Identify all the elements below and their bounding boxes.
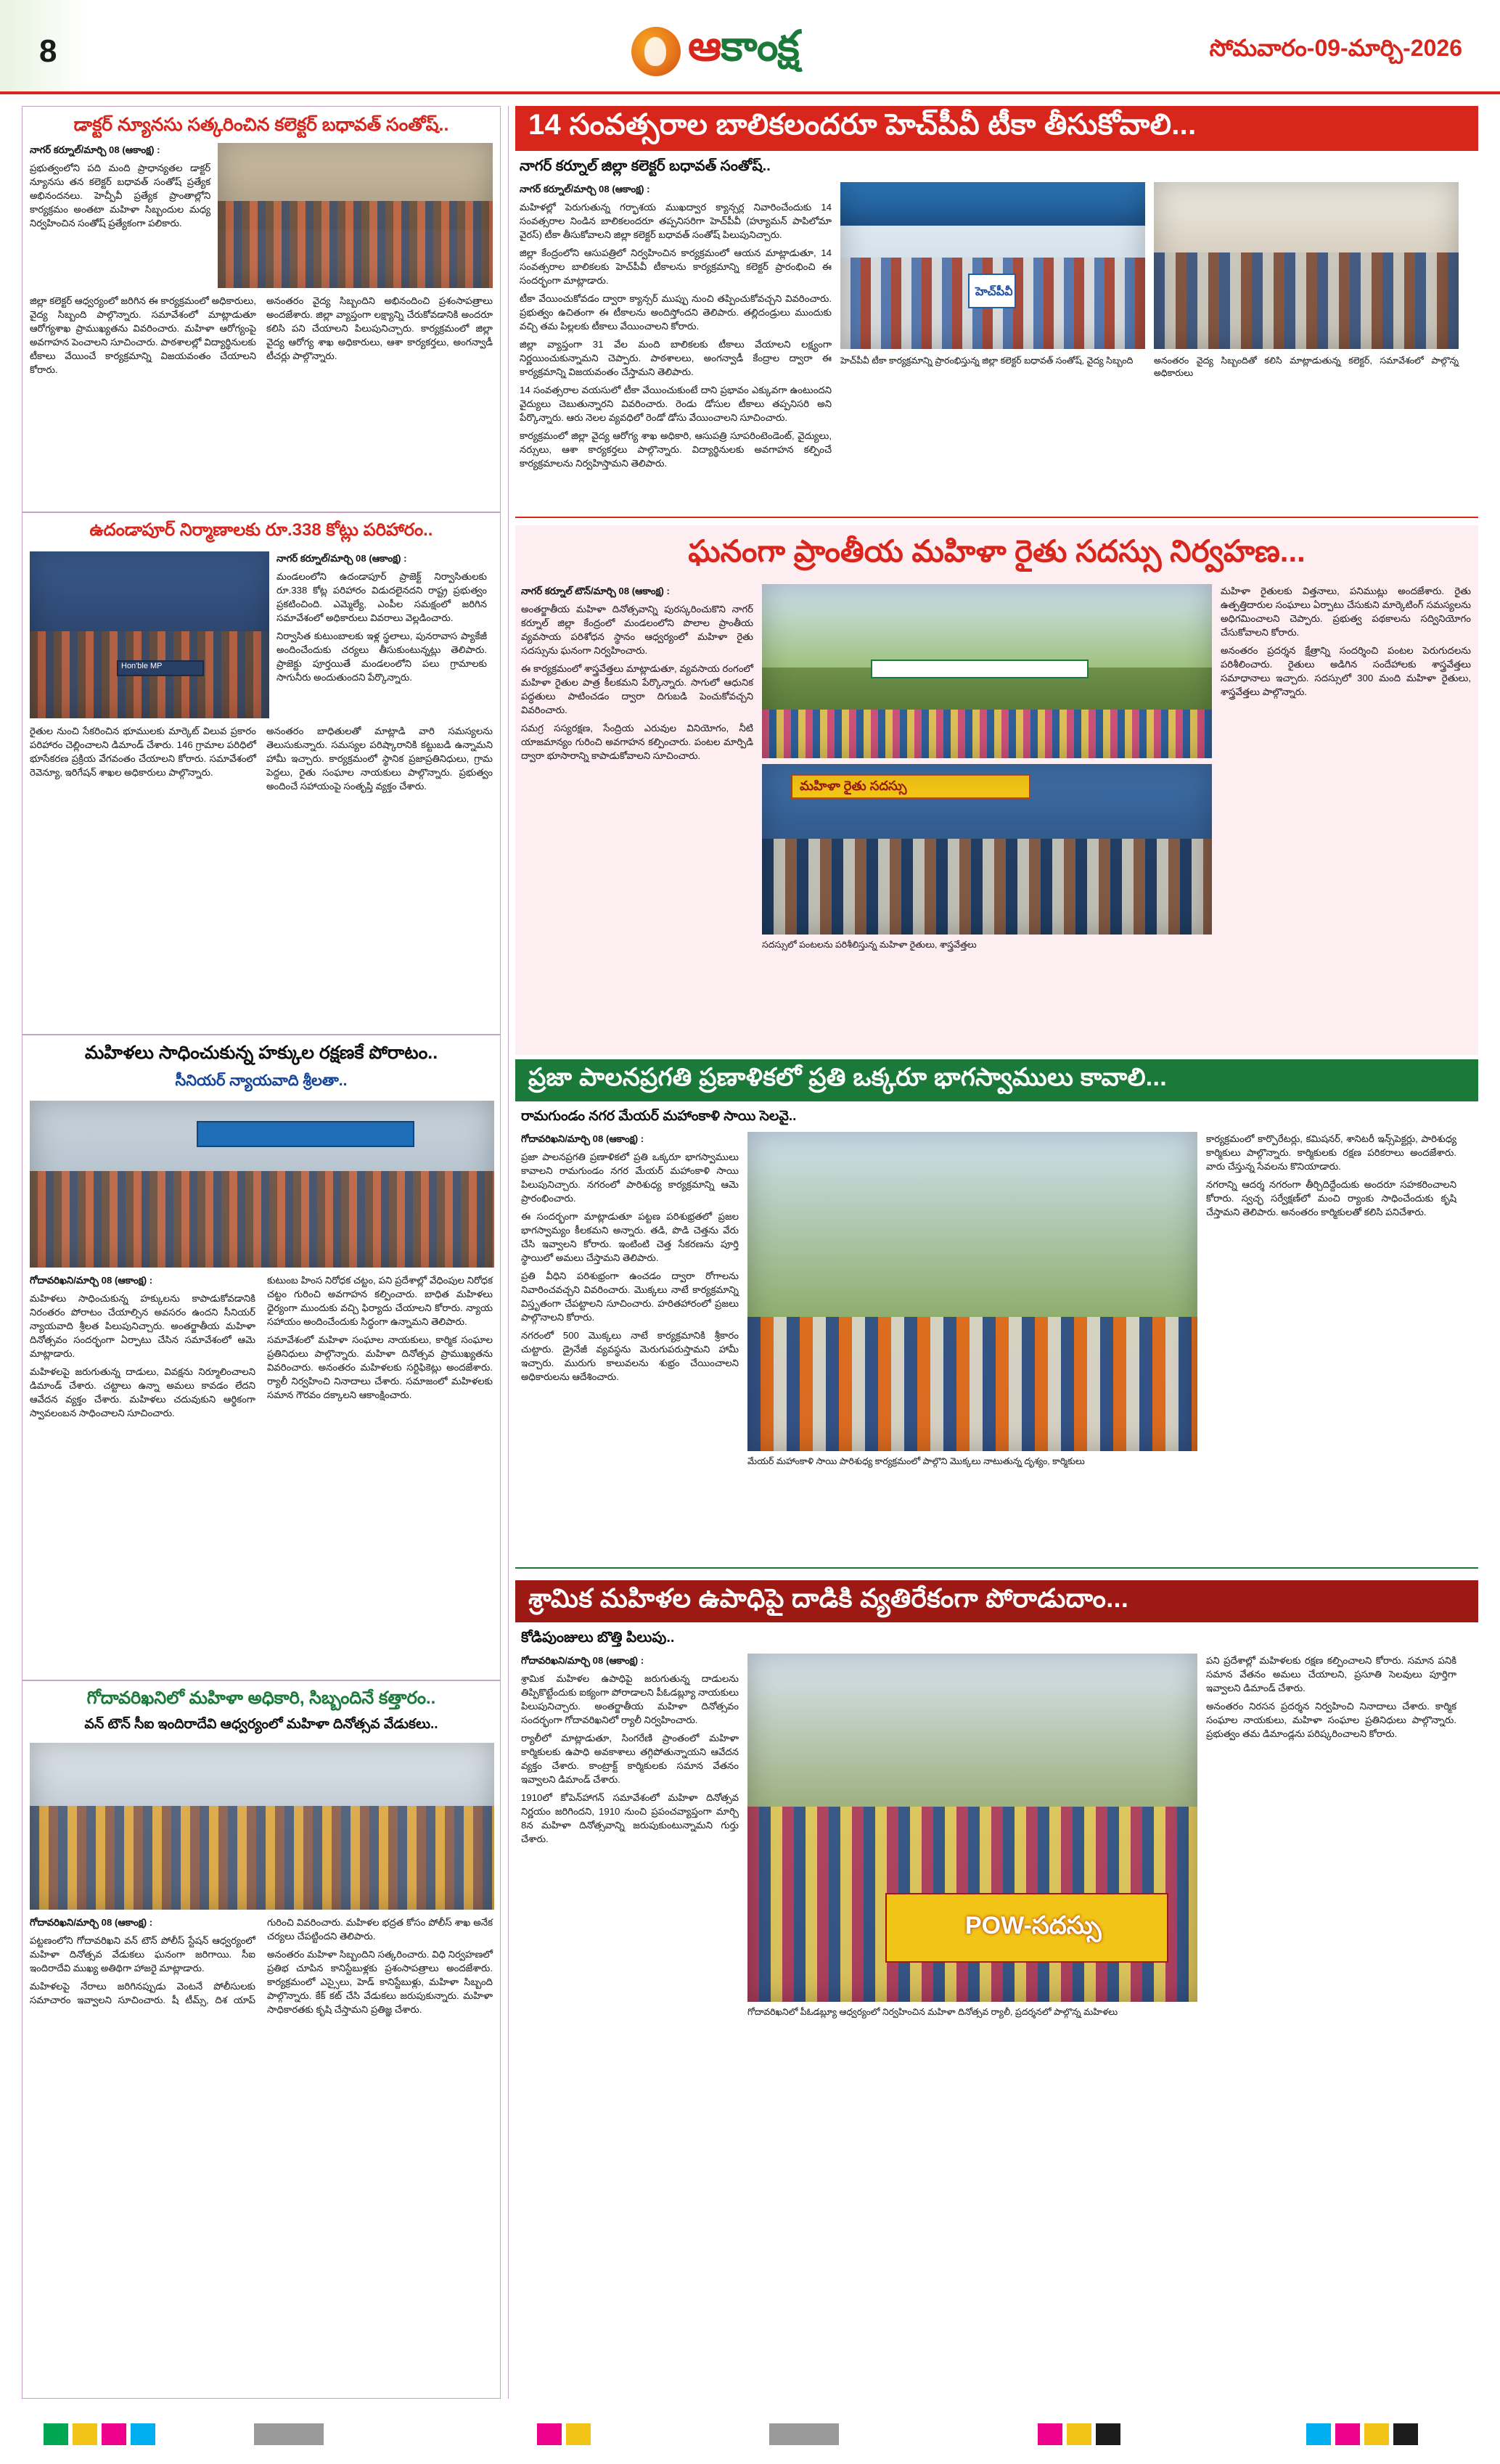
hpv-caption-left: హెచ్‌పీవీ టీకా కార్యక్రమాన్ని ప్రారంభిస్తున్న జిల్లా కలెక్టర్ బధావత్ సంతోష్, వైద్య సిబ్బంది [840,356,1134,366]
story3-para-2: మహిళలపై జరుగుతున్న దాడులు, వివక్షను నిర్మూలించాలని డిమాండ్ చేశారు. చట్టాలు ఉన్నా అమలు కావడం లేదని ఆవేదన వ్యక్తం చేశారు. మహిళలు చదువుకుని ఆర్థికంగా స్వావలంబన సాధించాలని సూచించారు. [30,1366,255,1418]
swatch-blue [131,2423,155,2445]
story3-dateline: గోదావరిఖని/మార్చి 08 (ఆకాంక్ష) : [30,1275,153,1286]
pow-banner-text: POW-సదస్సు [965,1912,1102,1939]
swatch-yellow-2 [566,2423,591,2445]
story3-para-1: మహిళలు సాధించుకున్న హక్కులను కాపాడుకోవడానికి నిరంతరం పోరాటం చేయాల్సిన అవసరం ఉందని సీనియర్ న్యాయవాది శ్రీలత పిలుపునిచ్చారు. అంతర్జాతీయ మహిళా దినోత్సవం సందర్భంగా ఏర్పాటు చేసిన సమావేశంలో ఆమె మాట్లాడారు. [30,1293,255,1359]
shramika-mahila-story [515,1580,1478,2400]
shramika-para-5: అనంతరం నిరసన ప్రదర్శన నిర్వహించి నినాదాలు చేశారు. కార్మిక సంఘాల నాయకులు, మహిళా సంఘాల ప్రతినిధులు పాల్గొన్నారు. ప్రభుత్వం తమ డిమాండ్లను పరిష్కరించాలని కోరారు. [1206,1701,1456,1739]
mahila-para-2: ఈ కార్యక్రమంలో శాస్త్రవేత్తలు మాట్లాడుతూ, వ్యవసాయ రంగంలో మహిళా రైతుల పాత్ర కీలకమని పేర్కొన్నారు. సాగులో ఆధునిక పద్ధతులు పాటించడం ద్వారా దిగుబడి పెంచుకోవచ్చని వివరించారు. [521,663,753,715]
shramika-text-col-2 [1206,1654,1456,2019]
shramika-photo [747,1654,1197,2002]
swatch-blue-2 [1306,2423,1331,2445]
swatch-cyan [44,2423,68,2445]
story1-para-3: అనంతరం వైద్య సిబ్బందిని అభినందించి ప్రశంసాపత్రాలు అందజేశారు. జిల్లా వ్యాప్తంగా లక్ష్యాన్ని చేరుకోవడానికి అందరూ కలిసి పని చేయాలని పిలుపునిచ్చారు. కార్యక్రమంలో జిల్లా వైద్య ఆరోగ్య శాఖ అధికారులు, ఆశా కార్యకర్తలు, అంగన్వాడీ టీచర్లు పాల్గొన్నారు. [266,295,493,361]
swatch-magenta-3 [1038,2423,1062,2445]
mahila-dateline: నాగర్ కర్నూల్ టౌన్/మార్చి 08 (ఆకాంక్ష) : [521,586,670,596]
story2-para-3: రైతుల నుంచి సేకరించిన భూములకు మార్కెట్ విలువ ప్రకారం పరిహారం చెల్లించాలని డిమాండ్ చేశారు. 146 గ్రామాల పరిధిలో భూసేకరణ ప్రక్రియ వేగవంతం చేయాలని కోరారు. సమావేశంలో రెవెన్యూ, ఇరిగేషన్ శాఖల అధికారులు పాల్గొన్నారు. [30,726,256,778]
story4-para-1: పట్టణంలోని గోదావరిఖని వన్ టౌన్ పోలీస్ స్టేషన్ ఆధ్వర్యంలో మహిళా దినోత్సవ వేడుకలు ఘనంగా జరిగాయి. సీఐ ఇందిరాదేవి ముఖ్య అతిథిగా హాజరై మాట్లాడారు. [30,1935,255,1974]
sadassu-banner-text: మహిళా రైతు సదస్సు [800,779,907,793]
praja-para-4: నగరంలో 500 మొక్కలు నాటే కార్యక్రమానికి శ్రీకారం చుట్టారు. డ్రైనేజీ వ్యవస్థను మెరుగుపరుస్తామని హామీ ఇచ్చారు. మురుగు కాలువలను శుభ్రం చేయించాలని అధికారులను ఆదేశించారు. [521,1330,739,1382]
swatch-magenta-2 [537,2423,562,2445]
divider-under-hpv [515,517,1478,518]
story1-text-body [30,294,493,377]
praja-para-2: ఈ సందర్భంగా మాట్లాడుతూ పట్టణ పరిశుభ్రతలో ప్రజల భాగస్వామ్యం కీలకమని అన్నారు. తడి, పొడి చెత్తను వేరు చేసి ఇవ్వాలని కోరారు. ఇంటింటి చెత్త సేకరణను పూర్తి స్థాయిలో అమలు చేస్తామని తెలిపారు. [521,1211,739,1263]
swatch-yellow-4 [1364,2423,1389,2445]
praja-para-1: ప్రజా పాలనప్రగతి ప్రణాళికలో ప్రతి ఒక్కరూ భాగస్వాములు కావాలని రామగుండం నగర మేయర్ మహాంకాళి సాయి పిలుపునిచ్చారు. నగరంలో పారిశుధ్య కార్యక్రమాన్ని ఆమె ప్రారంభించారు. [521,1151,739,1204]
story2-photo [30,551,269,718]
shramika-text-col-1 [521,1654,739,2019]
hpv-story [515,106,1478,512]
hpv-para-4: జిల్లా వ్యాప్తంగా 31 వేల మంది బాలికలకు టీకాలు వేయాలని లక్ష్యంగా నిర్ణయించుకున్నామని చెప్పారు. పాఠశాలలు, అంగన్వాడీ కేంద్రాల ద్వారా ఈ కార్యక్రమాన్ని విజయవంతం చేస్తామని తెలిపారు. [520,339,832,377]
photo-nameplate-label: Hon'ble MP [121,662,163,670]
praja-caption: మేయర్ మహాంకాళి సాయి పారిశుధ్య కార్యక్రమంలో పాల్గొని మొక్కలు నాటుతున్న దృశ్యం, కార్మికులు [747,1456,1085,1466]
hpv-photo-left [840,182,1145,349]
hpv-text-col-1 [520,182,832,475]
story1-headline: డాక్టర్ న్యూనసు సత్కరించిన కలెక్టర్ బధావత్ సంతోష్.. [73,115,449,135]
mahila-photo-bottom [762,764,1212,935]
shramika-banner-headline: శ్రామిక మహిళల ఉపాధిపై దాడికి వ్యతిరేకంగా పోరాడుదాం... [515,1580,1478,1622]
column-divider [508,106,509,2399]
story2-text-body [30,724,493,793]
grey-bar-1 [254,2423,324,2445]
edition-date: సోమవారం-09-మార్చి-2026 [1209,35,1462,61]
story1-para-2: జిల్లా కలెక్టర్ ఆధ్వర్యంలో జరిగిన ఈ కార్యక్రమంలో అధికారులు, వైద్య సిబ్బంది పాల్గొన్నారు. సమావేశంలో మాట్లాడుతూ ఆరోగ్యశాఖ ప్రాముఖ్యతను వివరించారు. మహిళా ఆరోగ్యంపై అవగాహన పెంచాలని సూచించారు. పాఠశాలల్లో విద్యార్థినులకు టీకాలు వేయించే కార్యక్రమాన్ని విజయవంతం చేయాలని కోరారు. [30,295,256,375]
masthead [0,0,1500,93]
swatch-yellow-3 [1067,2423,1091,2445]
shramika-para-4: పని ప్రదేశాల్లో మహిళలకు రక్షణ కల్పించాలని కోరారు. సమాన పనికి సమాన వేతనం అమలు చేయాలని, ప్రసూతి సెలవులు పూర్తిగా ఇవ్వాలని డిమాండ్ చేశారు. [1206,1655,1456,1693]
hpv-para-3: టీకా వేయించుకోవడం ద్వారా క్యాన్సర్ ముప్పు నుంచి తప్పించుకోవచ్చని వివరించారు. ప్రభుత్వం ఉచితంగా ఈ టీకాలను అందిస్తోందని తెలిపారు. తల్లిదండ్రులు ముందుకు వచ్చి తమ పిల్లలకు టీకాలు వేయించాలని కోరారు. [520,293,832,332]
praja-photo [747,1132,1197,1451]
story3-para-3: కుటుంబ హింస నిరోధక చట్టం, పని ప్రదేశాల్లో వేధింపుల నిరోధక చట్టం గురించి అవగాహన కల్పించారు. బాధిత మహిళలు ధైర్యంగా ముందుకు వచ్చి ఫిర్యాదు చేయాలని కోరారు. న్యాయ సహాయం అందించేందుకు సిద్ధంగా ఉన్నామని తెలిపారు. [267,1275,493,1327]
hpv-caption-right: అనంతరం వైద్య సిబ్బందితో కలిసి మాట్లాడుతున్న కలెక్టర్, సమావేశంలో పాల్గొన్న అధికారులు [1154,356,1459,379]
shramika-dateline: గోదావరిఖని/మార్చి 08 (ఆకాంక్ష) : [521,1655,644,1666]
mahila-para-5: అనంతరం ప్రదర్శన క్షేత్రాన్ని సందర్శించి పంటల పెరుగుదలను పరిశీలించారు. రైతులు అడిగిన సందేహాలకు శాస్త్రవేత్తలు సమాధానాలు ఇచ్చారు. సదస్సులో 300 మంది మహిళా రైతులు, శాస్త్రవేత్తలు పాల్గొన్నారు. [1221,645,1471,697]
story3-subhead: సీనియర్ న్యాయవాది శ్రీలతా.. [175,1072,348,1089]
story3-headline: మహిళలు సాధించుకున్న హక్కుల రక్షణకే పోరాటం.. [84,1043,438,1063]
grey-bar-2 [769,2423,839,2445]
hpv-para-5: 14 సంవత్సరాల వయసులో టీకా వేయించుకుంటే దాని ప్రభావం ఎక్కువగా ఉంటుందని వైద్యులు చెబుతున్నారని వివరించారు. రెండు డోసుల టీకాలు తప్పనిసరి అని పేర్కొన్నారు. ఆరు నెలల వ్యవధిలో రెండో డోసు వేయించాలని సూచించారు. [520,385,832,423]
swatch-magenta [102,2423,126,2445]
mahila-text-col-1 [521,584,753,951]
page-number: 8 [39,33,57,69]
mahila-para-1: అంతర్జాతీయ మహిళా దినోత్సవాన్ని పురస్కరించుకొని నాగర్ కర్నూల్ జిల్లా కేంద్రంలో మండలంలోని పొలాల ప్రాంతీయ వ్యవసాయ పరిశోధన స్థానం ఆధ్వర్యంలో మహిళా రైతు సదస్సును ఘనంగా నిర్వహించారు. [521,604,753,656]
flame-icon [631,27,681,76]
hpv-photo-right [1154,182,1459,349]
hpv-para-6: కార్యక్రమంలో జిల్లా వైద్య ఆరోగ్య శాఖ అధికారి, ఆసుపత్రి సూపరింటెండెంట్, వైద్యులు, నర్సులు, ఆశా కార్యకర్తలు పాల్గొన్నారు. విద్యార్థినులకు అవగాహన కల్పించే కార్యక్రమాలను నిర్వహిస్తామని తెలిపారు. [520,430,832,469]
shramika-para-2: ర్యాలీలో మాట్లాడుతూ, సింగరేణి ప్రాంతంలో మహిళా కార్మికులకు ఉపాధి అవకాశాలు తగ్గిపోతున్నాయని ఆవేదన వ్యక్తం చేశారు. కాంట్రాక్ట్ కార్మికులకు సమాన వేతనం ఇవ్వాలని డిమాండ్ చేశారు. [521,1733,739,1785]
mahila-text-col-2 [1221,584,1471,951]
swatch-black-2 [1393,2423,1418,2445]
story4-para-2: మహిళలపై నేరాలు జరిగినప్పుడు వెంటనే పోలీసులకు సమాచారం ఇవ్వాలని సూచించారు. షీ టీమ్స్, దిశ యాప్ గురించి వివరించారు. మహిళల భద్రత కోసం పోలీస్ శాఖ అనేక చర్యలు చేపట్టిందని తెలిపారు. [30,1917,493,2005]
story3-photo [30,1101,494,1268]
praja-para-6: నగరాన్ని ఆదర్శ నగరంగా తీర్చిదిద్దేందుకు అందరూ సహకరించాలని కోరారు. స్వచ్ఛ సర్వేక్షణ్‌లో మంచి ర్యాంకు సాధించేందుకు కృషి చేస్తామని తెలిపారు. అనంతరం కార్మికులతో కలిసి పనిచేశారు. [1206,1179,1456,1217]
column-1-story-2 [22,512,501,1035]
story2-text-right [276,551,487,718]
column-1-story-3 [22,1035,501,1680]
story4-headline: గోదావరిఖనిలో మహిళా అధికారి, సిబ్బందినే కత్తారం.. [86,1688,436,1708]
story1-photo [218,143,493,288]
praja-text-col-1 [521,1132,739,1468]
shramika-subhead: కోడిపుంజులు బొత్తి పిలుపు.. [521,1630,675,1646]
logo-first-letter: ఆ [688,22,721,70]
mahila-raithu-banner: ఘనంగా ప్రాంతీయ మహిళా రైతు సదస్సు నిర్వహణ... [688,534,1306,568]
story2-headline: ఉదండాపూర్ నిర్మాణాలకు రూ.338 కోట్లు పరిహారం.. [89,520,433,540]
hpv-banner-headline: 14 సంవత్సరాల బాలికలందరూ హెచ్‌పీవీ టీకా తీసుకోవాలి... [515,106,1478,151]
masthead-rule [0,91,1500,94]
swatch-black [1096,2423,1120,2445]
story4-subhead: వన్ టౌన్ సీఐ ఇందిరాదేవి ఆధ్వర్యంలో మహిళా దినోత్సవ వేడుకలు.. [84,1717,438,1732]
praja-subhead: రామగుండం నగర మేయర్ మహాంకాళి సాయి సెలవై.. [521,1109,797,1124]
shramika-caption: గోదావరిఖనిలో పీఓడబ్ల్యూ ఆధ్వర్యంలో నిర్వహించిన మహిళా దినోత్సవ ర్యాలీ, ప్రదర్శనలో పాల్గొన్న మహిళలు [747,2007,1118,2017]
story4-dateline: గోదావరిఖని/మార్చి 08 (ఆకాంక్ష) : [30,1917,153,1928]
story3-text-body [30,1273,493,1420]
swatch-magenta-4 [1335,2423,1360,2445]
mahila-photo-top [762,584,1212,758]
story2-para-2: నిర్వాసిత కుటుంబాలకు ఇళ్ల స్థలాలు, పునరావాస ప్యాకేజీ అందించేందుకు చర్యలు తీసుకుంటున్నట్లు తెలిపారు. ప్రాజెక్టు పూర్తయితే మండలంలోని పలు గ్రామాలకు సాగునీరు అందుతుందని పేర్కొన్నారు. [276,631,487,683]
praja-banner-headline: ప్రజా పాలనప్రగతి ప్రణాళికలో ప్రతి ఒక్కరూ భాగస్వాములు కావాలి... [515,1059,1478,1101]
story1-text-left [30,143,210,288]
shramika-para-1: శ్రామిక మహిళల ఉపాధిపై జరుగుతున్న దాడులను తిప్పికొట్టేందుకు ఐక్యంగా పోరాడాలని పీఓడబ్ల్యూ నాయకులు పిలుపునిచ్చారు. అంతర్జాతీయ మహిళా దినోత్సవం సందర్భంగా గోదావరిఖనిలో ర్యాలీ నిర్వహించారు. [521,1673,739,1725]
story2-para-1: మండలంలోని ఉదండాపూర్ ప్రాజెక్ట్ నిర్వాసితులకు రూ.338 కోట్ల పరిహారం విడుదలైనదని రాష్ట్ర ప్రభుత్వం ప్రకటించింది. ఎమ్మెల్యే, ఎంపీల సమక్షంలో జరిగిన సమావేశంలో అధికారులు వివరాలు వెల్లడించారు. [276,571,487,623]
praja-dateline: గోదావరిఖని/మార్చి 08 (ఆకాంక్ష) : [521,1133,644,1144]
column-1-story-1 [22,106,501,512]
mahila-para-4: మహిళా రైతులకు విత్తనాలు, పనిముట్లు అందజేశారు. రైతు ఉత్పత్తిదారుల సంఘాలు ఏర్పాటు చేసుకుని మార్కెటింగ్ సమస్యలను అధిగమించాలని చెప్పారు. ప్రభుత్వ పథకాలను సద్వినియోగం చేసుకోవాలని కోరారు. [1221,586,1471,638]
logo-rest: కాంక్ష [721,22,799,70]
hpv-dateline: నాగర్ కర్నూల్/మార్చి 08 (ఆకాంక్ష) : [520,184,650,194]
hpv-box-text: హెచ్‌పీవీ [975,286,1013,298]
shramika-para-3: 1910లో కోపెన్‌హాగన్ సమావేశంలో మహిళా దినోత్సవ నిర్ణయం జరిగిందని, 1910 నుంచి ప్రపంచవ్యాప్తంగా మార్చి 8న మహిళా దినోత్సవాన్ని జరుపుకుంటున్నామని గుర్తు చేశారు. [521,1792,739,1844]
publication-name [688,22,799,81]
swatch-yellow [73,2423,97,2445]
hpv-subhead: నాగర్ కర్నూల్ జిల్లా కలెక్టర్ బధావత్ సంతోష్.. [520,158,771,174]
publication-logo [631,22,799,81]
story3-para-4: సమావేశంలో మహిళా సంఘాల నాయకులు, కార్మిక సంఘాల ప్రతినిధులు పాల్గొన్నారు. మహిళా దినోత్సవ ప్రాముఖ్యతను వివరించారు. అనంతరం మహిళలకు సర్టిఫికెట్లు అందజేశారు. ర్యాలీ నిర్వహించి నినాదాలు చేశారు. సమాజంలో మహిళలకు సమాన గౌరవం దక్కాలని ఆకాంక్షించారు. [267,1334,493,1400]
hpv-para-1: మహిళల్లో పెరుగుతున్న గర్భాశయ ముఖద్వార క్యాన్సర్ల నివారించేందుకు 14 సంవత్సరాల నిండిన బాలికలందరూ తప్పనిసరిగా హెచ్‌పీవీ (హ్యూమన్ పాపిలోమా వైరస్) టీకా తీసుకోవాలని జిల్లా కలెక్టర్ బధావత్ సంతోష్ పిలుపునిచ్చారు. [520,202,832,240]
story2-dateline: నాగర్ కర్నూల్/మార్చి 08 (ఆకాంక్ష) : [276,553,407,564]
story1-dateline: నాగర్ కర్నూల్/మార్చి 08 (ఆకాంక్ష) : [30,144,160,155]
praja-text-col-2 [1206,1132,1456,1468]
divider-under-praja [515,1567,1478,1569]
column-1-story-4 [22,1680,501,2399]
hpv-para-2: జిల్లా కేంద్రంలోని ఆసుపత్రిలో నిర్వహించిన కార్యక్రమంలో ఆయన మాట్లాడుతూ, 14 సంవత్సరాల బాలికలకు హెచ్‌పీవీ టీకాలను కార్యక్రమాన్ని కలెక్టర్ ప్రారంభించి ఈ సందర్భంగా మాట్లాడారు. [520,247,832,286]
story4-para-3: అనంతరం మహిళా సిబ్బందిని సత్కరించారు. విధి నిర్వహణలో ప్రతిభ చూపిన కానిస్టేబుళ్లకు ప్రశంసాపత్రాలు అందజేశారు. కార్యక్రమంలో ఎస్సైలు, హెడ్ కానిస్టేబుళ్లు, మహిళా సిబ్బంది పాల్గొన్నారు. కేక్ కట్ చేసి వేడుకలు జరుపుకున్నారు. మహిళా సాధికారతకు కృషి చేస్తామని ప్రతిజ్ఞ చేశారు. [267,1949,493,2015]
story2-para-4: అనంతరం బాధితులతో మాట్లాడి వారి సమస్యలను తెలుసుకున్నారు. సమస్యల పరిష్కారానికి కట్టుబడి ఉన్నామని హామీ ఇచ్చారు. కార్యక్రమంలో స్థానిక ప్రజాప్రతినిధులు, గ్రామ పెద్దలు, రైతు సంఘాల నాయకులు పాల్గొన్నారు. ప్రభుత్వం అందించే సహాయంపై సంతృప్తి వ్యక్తం చేశారు. [266,726,493,792]
praja-palana-story [515,1059,1478,1560]
mahila-caption: సదస్సులో పంటలను పరిశీలిస్తున్న మహిళా రైతులు, శాస్త్రవేత్తలు [762,940,977,950]
story4-text-body [30,1915,493,2016]
mahila-raithu-story [515,525,1478,1055]
praja-para-5: కార్యక్రమంలో కార్పొరేటర్లు, కమిషనర్, శానిటరీ ఇన్స్‌పెక్టర్లు, పారిశుధ్య కార్మికులు పాల్గొన్నారు. కార్మికులకు రక్షణ పరికరాలు అందజేశారు. వారు చేస్తున్న సేవలను కొనియాడారు. [1206,1133,1456,1172]
registration-marks [0,2409,1500,2464]
mahila-para-3: సమగ్ర సస్యరక్షణ, సేంద్రియ ఎరువుల వినియోగం, నీటి యాజమాన్యం గురించి అవగాహన కల్పించారు. పంటల మార్పిడి ద్వారా భూసారాన్ని కాపాడుకోవాలని సూచించారు. [521,723,753,761]
story4-photo [30,1743,494,1910]
story1-para-1: ప్రభుత్వంలోని పది మంది ప్రాధాన్యతల డాక్టర్ న్యూనసు తన కలెక్టర్ బధావత్ సంతోష్ ప్రత్యేక అభినందనలు. హెచ్పీవీ ప్రత్యేక ప్రాంతాల్లోని కార్యక్రమం అంతటా మహిళా సిబ్బందుల మధ్య నిర్వహించిన సంతోష్ ప్రత్యేకంగా పలికారు. [30,163,211,229]
praja-para-3: ప్రతి వీధిని పరిశుభ్రంగా ఉంచడం ద్వారా రోగాలను నివారించవచ్చని వివరించారు. మొక్కలు నాటే కార్యక్రమాన్ని విస్తృతంగా చేపట్టాలని సూచించారు. హరితహారంలో ప్రజలు పాల్గొనాలని కోరారు. [521,1270,739,1323]
